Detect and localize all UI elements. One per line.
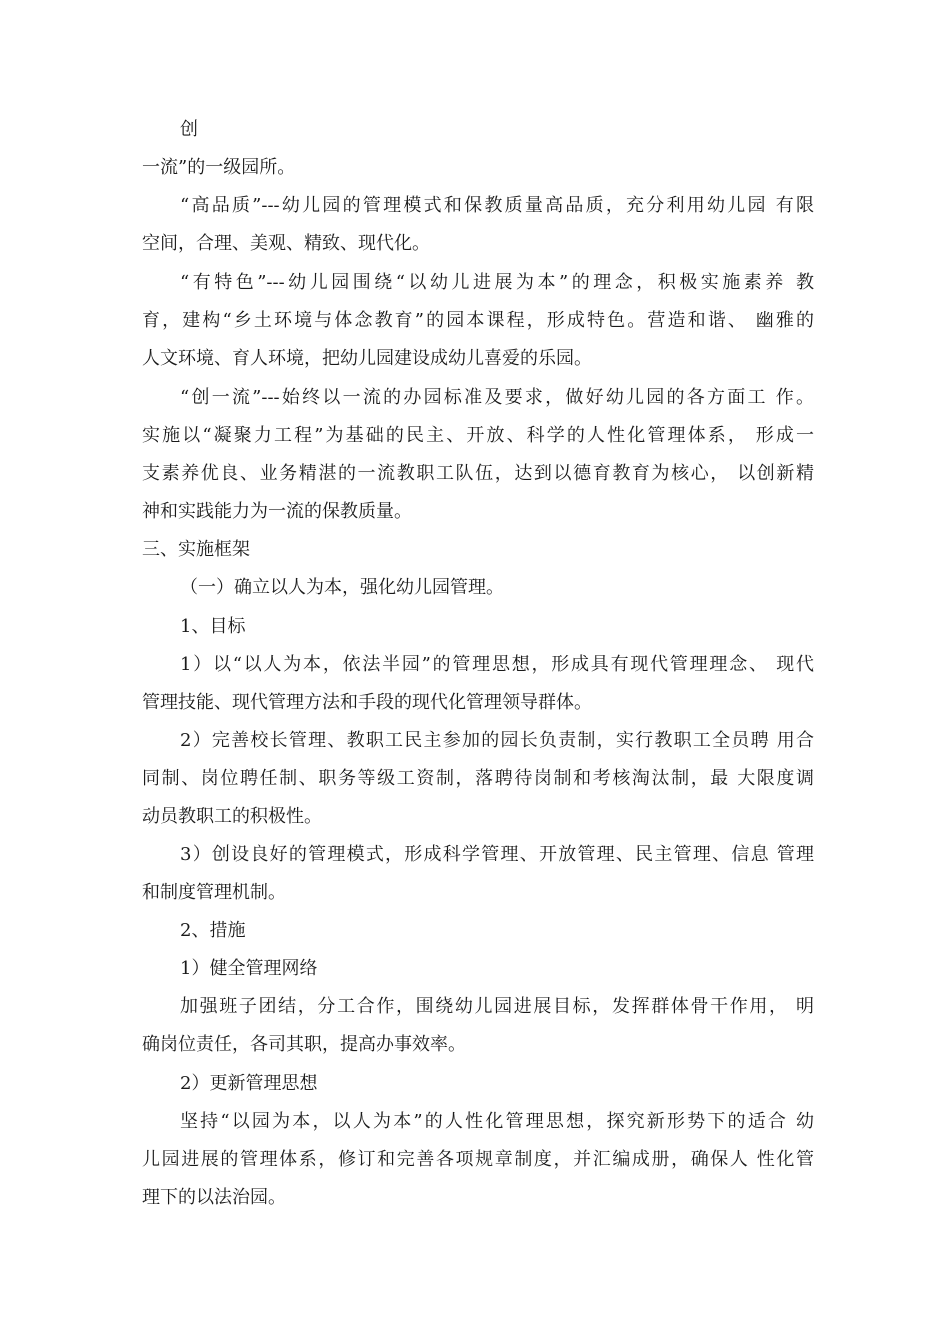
text-line: 创 xyxy=(180,119,198,140)
paragraph-line: 理下的以法治园。 xyxy=(142,1187,286,1208)
paragraph-line: 确岗位责任，各司其职，提高办事效率。 xyxy=(142,1034,466,1055)
item-heading: 1、目标 xyxy=(180,616,246,637)
paragraph-line: “创一流”---始终以一流的办园标准及要求，做好幼儿园的各方面工 作。 xyxy=(180,387,814,408)
paragraph-line: 加强班子团结，分工合作，围绕幼儿园进展目标，发挥群体骨干作用， 明 xyxy=(180,996,814,1017)
paragraph-line: 人文环境、育人环境，把幼儿园建设成幼儿喜爱的乐园。 xyxy=(142,348,592,369)
item-heading: 2）更新管理思想 xyxy=(180,1073,318,1094)
paragraph-line: 3）创设良好的管理模式，形成科学管理、开放管理、民主管理、信息 管理 xyxy=(180,844,814,865)
paragraph-line: 儿园进展的管理体系，修订和完善各项规章制度，并汇编成册，确保人 性化管 xyxy=(142,1149,814,1170)
paragraph-line: 空间，合理、美观、精致、现代化。 xyxy=(142,233,430,254)
section-heading: 三、实施框架 xyxy=(142,539,250,560)
text-line: 一流”的一级园所。 xyxy=(142,157,296,178)
paragraph-line: 实施以“凝聚力工程”为基础的民主、开放、科学的人性化管理体系， 形成一 xyxy=(142,425,814,446)
paragraph-line: “高品质”---幼儿园的管理模式和保教质量高品质，充分利用幼儿园 有限 xyxy=(180,195,814,216)
paragraph-line: 神和实践能力为一流的保教质量。 xyxy=(142,501,412,522)
paragraph-line: 同制、岗位聘任制、职务等级工资制，落聘待岗制和考核淘汰制，最 大限度调 xyxy=(142,768,814,789)
item-heading: 1）健全管理网络 xyxy=(180,958,318,979)
paragraph-line: 1）以“以人为本，依法半园”的管理思想，形成具有现代管理理念、 现代 xyxy=(180,654,814,675)
paragraph-line: 2）完善校长管理、教职工民主参加的园长负责制，实行教职工全员聘 用合 xyxy=(180,730,814,751)
paragraph-line: 坚持“以园为本，以人为本”的人性化管理思想，探究新形势下的适合 幼 xyxy=(180,1111,814,1132)
item-heading: 2、措施 xyxy=(180,920,246,941)
paragraph-line: 育，建构“乡土环境与体念教育”的园本课程，形成特色。营造和谐、 幽雅的 xyxy=(142,310,814,331)
paragraph-line: 动员教职工的积极性。 xyxy=(142,806,322,827)
subsection-heading: （一）确立以人为本，强化幼儿园管理。 xyxy=(180,577,504,598)
paragraph-line: 支素养优良、业务精湛的一流教职工队伍，达到以德育教育为核心， 以创新精 xyxy=(142,463,814,484)
paragraph-line: 管理技能、现代管理方法和手段的现代化管理领导群体。 xyxy=(142,692,592,713)
paragraph-line: 和制度管理机制。 xyxy=(142,882,286,903)
paragraph-line: “有特色”---幼儿园围绕“以幼儿进展为本”的理念，积极实施素养 教 xyxy=(180,272,814,293)
